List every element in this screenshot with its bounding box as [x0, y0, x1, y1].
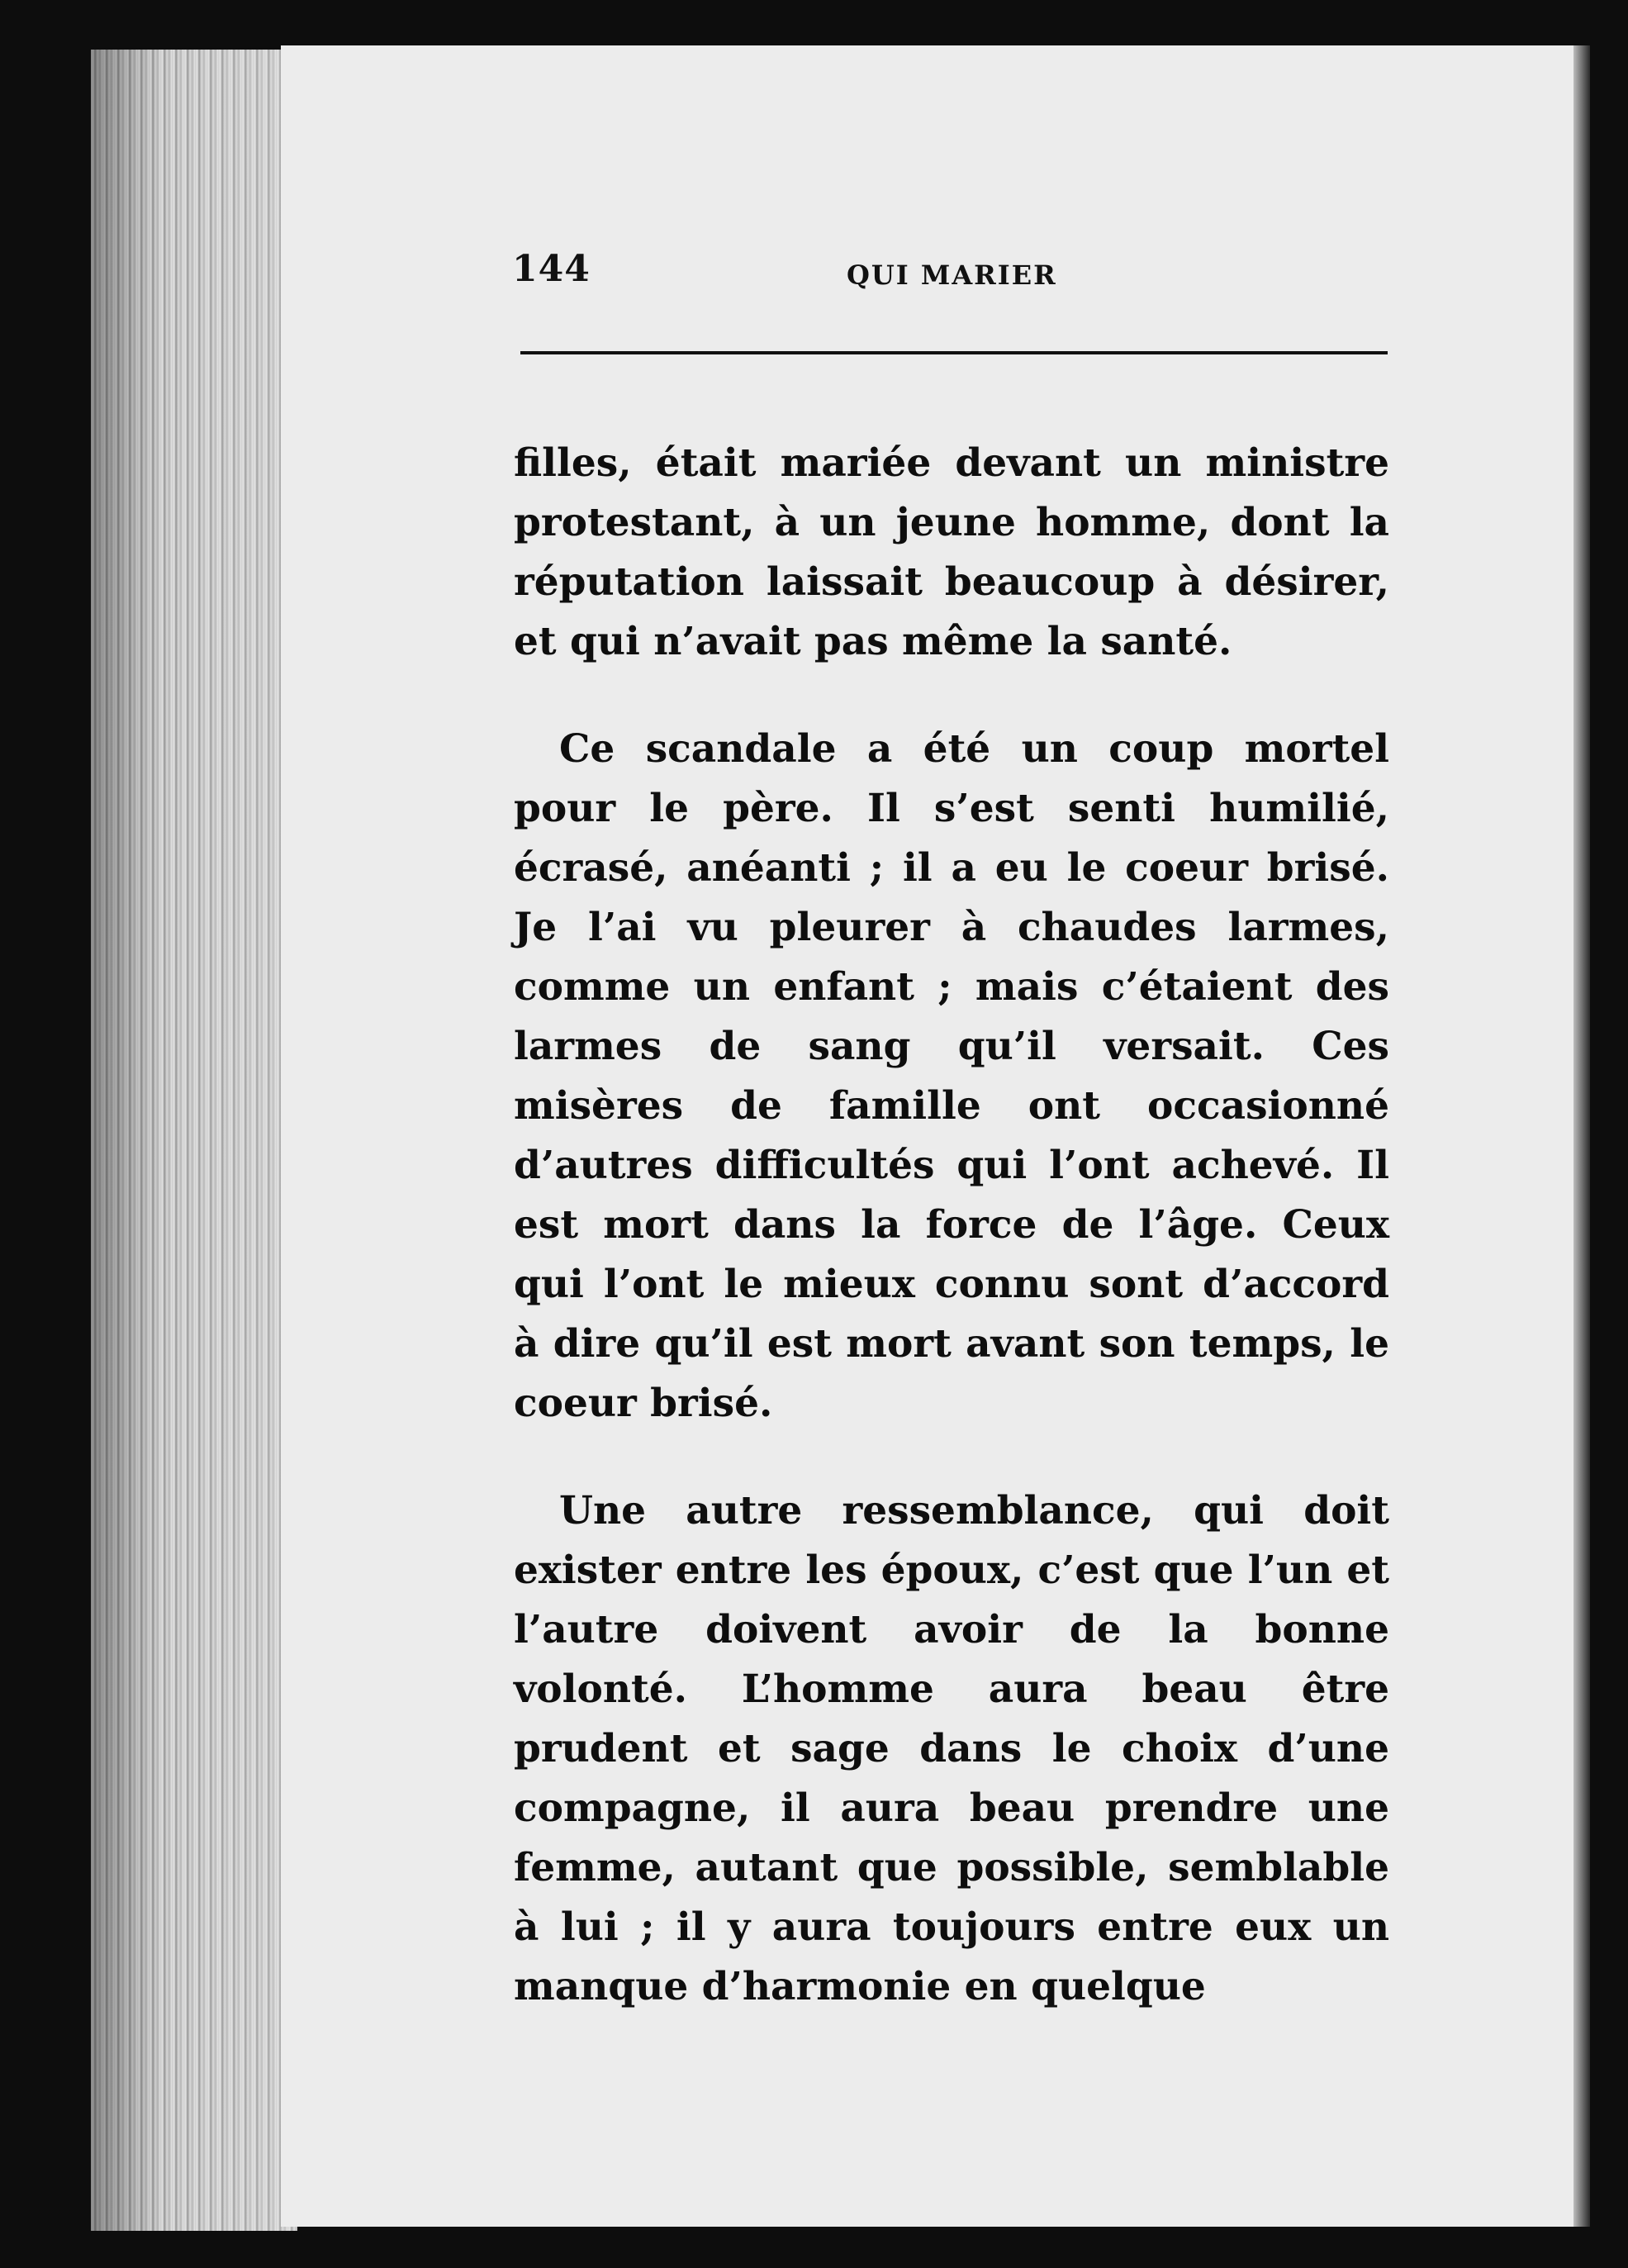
header-rule — [520, 351, 1388, 354]
running-title: QUI MARIER — [847, 259, 1057, 291]
paragraph-continued: filles, était mariée devant un ministre protestant, à un jeune homme, dont la réputation laissait beaucoup à désirer, et qui n’avait pas même la santé. — [514, 440, 1389, 664]
running-head — [512, 248, 1388, 306]
paragraph: Ce scandale a été un coup mortel pour le père. Il s’est senti humilié, écrasé, anéanti ; il a eu le coeur brisé. Je l’ai vu pleurer à chaudes larmes, comme un enfant ; mais c’étaient des larmes de sang qu’il versait. Ces misères de famille ont occasionné d’autres difficultés qui l’ont achevé. Il est mort dans la force de l’âge. Ceux qui l’ont le mieux connu sont d’accord à dire qu’il est mort avant son temps, le coeur brisé. — [514, 726, 1389, 1426]
page-stack-edge — [91, 50, 297, 2231]
body-text — [514, 434, 1389, 2017]
paragraph: Une autre ressemblance, qui doit exister entre les époux, c’est que l’un et l’autre doivent avoir de la bonne volonté. L’homme aura beau être prudent et sage dans le choix d’une compagne, il aura beau prendre une femme, autant que possible, semblable à lui ; il y aura toujours entre eux un manque d’harmonie en quelque — [514, 1488, 1389, 2009]
page-number: 144 — [512, 248, 591, 290]
gutter-shadow — [1573, 45, 1590, 2227]
